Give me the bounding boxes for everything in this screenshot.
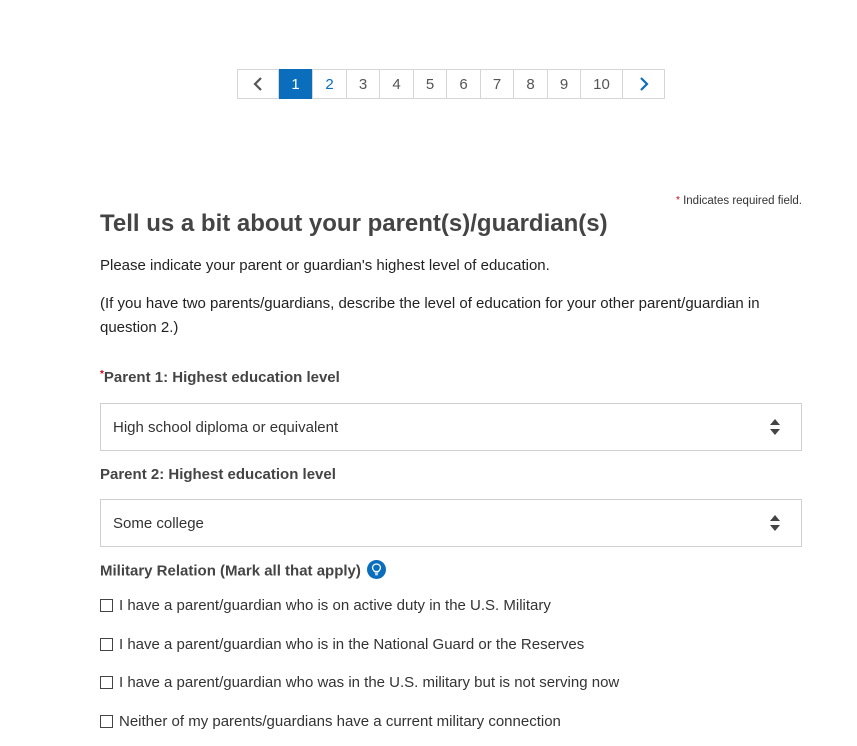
select-arrows-icon [769, 514, 781, 532]
parent2-label: Parent 2: Highest education level [100, 466, 336, 483]
parent1-education-select[interactable] [100, 403, 802, 451]
required-star: * [675, 195, 680, 206]
page-9-button[interactable]: 9 [548, 69, 581, 99]
checkbox[interactable] [100, 638, 113, 651]
select-arrows-icon [769, 418, 781, 436]
section-intro: Please indicate your parent or guardian's highest level of education. [100, 257, 550, 274]
chevron-left-icon [253, 77, 263, 91]
next-page-button[interactable] [623, 69, 664, 99]
parent1-selected-value: High school diploma or equivalent [113, 418, 339, 436]
parent1-label-text: Parent 1: Highest education level [103, 369, 340, 386]
checkbox-label: I have a parent/guardian who is in the National Guard or the Reserves [119, 636, 585, 653]
military-label-text: Military Relation (Mark all that apply) [100, 562, 361, 580]
page-3-button[interactable]: 3 [347, 69, 380, 99]
page-2-button[interactable]: 2 [313, 69, 347, 99]
required-star: * [100, 369, 104, 380]
page-10-button[interactable]: 10 [581, 69, 623, 99]
page-1-button[interactable]: 1 [279, 69, 313, 99]
prev-page-button[interactable] [238, 69, 279, 99]
page-4-button[interactable]: 4 [380, 69, 414, 99]
parent1-label [100, 369, 340, 386]
page-5-button[interactable]: 5 [414, 69, 447, 99]
required-note-text: Indicates required field. [683, 195, 802, 207]
page-8-button[interactable]: 8 [514, 69, 548, 99]
parent2-selected-value: Some college [113, 514, 204, 532]
lightbulb-icon[interactable] [367, 560, 386, 579]
section-title: Tell us a bit about your parent(s)/guardian(s) [100, 210, 608, 237]
checkbox-label: Neither of my parents/guardians have a current military connection [119, 713, 561, 730]
chevron-right-icon [639, 77, 649, 91]
checkbox[interactable] [100, 715, 113, 728]
required-field-note [676, 195, 802, 207]
military-option-active-duty[interactable] [100, 597, 551, 614]
pagination [237, 69, 665, 99]
checkbox-label: I have a parent/guardian who is on active duty in the U.S. Military [119, 597, 551, 614]
military-option-national-guard[interactable] [100, 636, 584, 653]
page-6-button[interactable]: 6 [447, 69, 481, 99]
parent2-education-select[interactable] [100, 499, 802, 547]
checkbox[interactable] [100, 676, 113, 689]
military-label [100, 562, 386, 581]
checkbox[interactable] [100, 599, 113, 612]
military-option-veteran[interactable] [100, 674, 619, 691]
military-option-none[interactable] [100, 713, 561, 730]
page-7-button[interactable]: 7 [481, 69, 514, 99]
section-note: (If you have two parents/guardians, describe the level of education for your other parent/guardian in question 2.) [100, 295, 760, 336]
checkbox-label: I have a parent/guardian who was in the U.S. military but is not serving now [119, 674, 620, 691]
